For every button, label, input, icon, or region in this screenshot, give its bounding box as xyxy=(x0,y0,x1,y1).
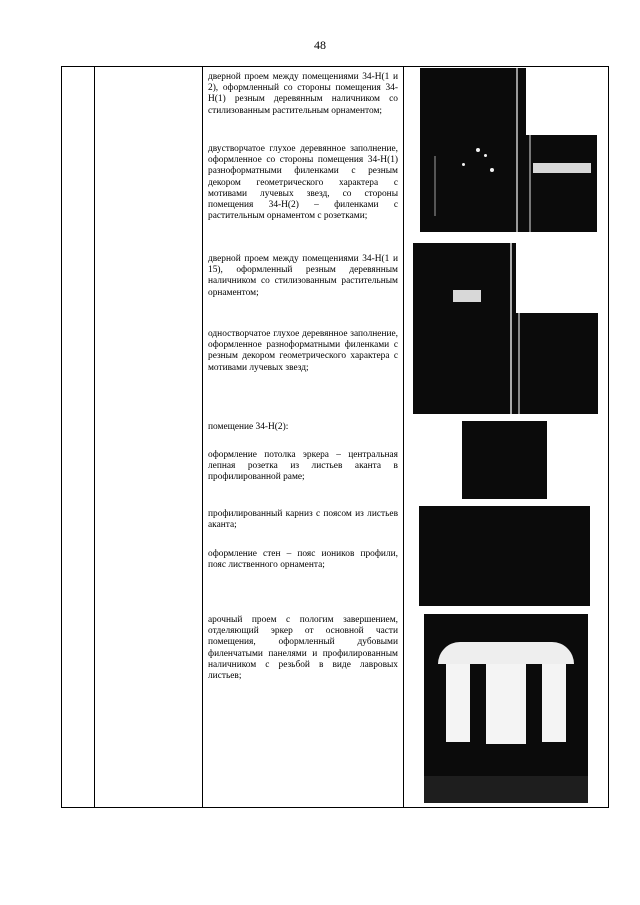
photo-single-door xyxy=(516,313,598,414)
description-paragraph: дверной проем между помещениями 34-Н(1 и 15), оформленный резным деревянным наличником со стилизованным растительным орнаментом; xyxy=(208,254,398,298)
photo-cornice xyxy=(419,506,590,606)
photo-doorway-34n1-34n15 xyxy=(413,243,516,414)
column-divider xyxy=(403,67,404,807)
description-paragraph: одностворчатое глухое деревянное заполнение, оформленное разноформатными филенками с резным декором геометрического характера с мотивами лучевых звезд; xyxy=(208,329,398,373)
description-paragraph: оформление стен – пояс иоников профили, пояс лиственного орнамента; xyxy=(208,549,398,571)
column-divider xyxy=(202,67,203,807)
description-paragraph: оформление потолка эркера – центральная лепная розетка из листьев аканта в профилированной раме; xyxy=(208,450,398,483)
section-heading: помещение 34-Н(2): xyxy=(208,422,289,432)
photo-arch-opening xyxy=(424,614,588,803)
page-number: 48 xyxy=(314,38,326,52)
description-paragraph: дверной проем между помещениями 34-Н(1 и 2), оформленный со стороны помещения 34-Н(1) резным деревянным наличником со стилизованным растительным орнаментом; xyxy=(208,72,398,116)
description-paragraph: арочный проем с пологим завершением, отделяющий эркер от основной части помещения, оформленный дубовыми филенчатыми панелями и профилированным наличником с резьбой в виде лавровых листьев; xyxy=(208,615,398,682)
column-divider xyxy=(94,67,95,807)
photo-ceiling-rosette xyxy=(462,421,547,499)
photo-door-panel xyxy=(525,135,597,232)
photo-doorway-34n1-34n2 xyxy=(420,68,526,232)
description-paragraph: двустворчатое глухое деревянное заполнение, оформленное со стороны помещения 34-Н(1) разноформатными филенками с резным декором геометрического характера с мотивами лучевых звезд, со стороны помещения 34-Н(2) – филенками с растительным орнаментом с розетками; xyxy=(208,144,398,222)
description-paragraph: профилированный карниз с поясом из листьев аканта; xyxy=(208,509,398,531)
